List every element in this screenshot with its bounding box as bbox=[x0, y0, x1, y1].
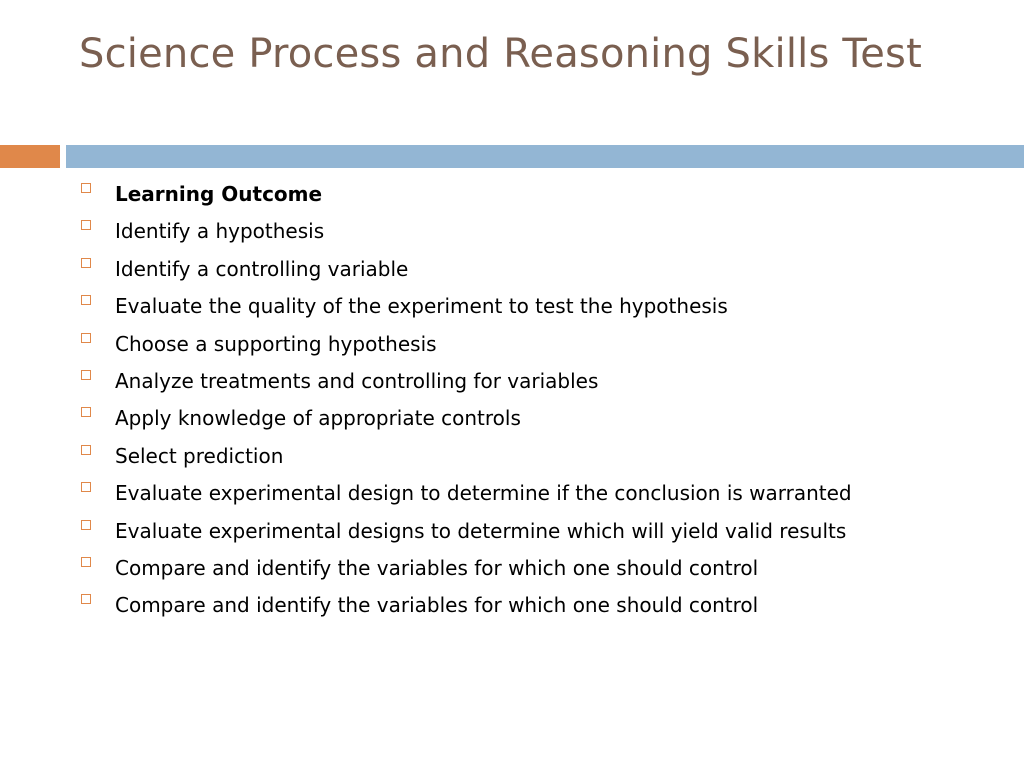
bullet-item bbox=[0, 213, 1000, 250]
square-outline-bullet-icon bbox=[81, 594, 91, 604]
bullet-item bbox=[0, 251, 1000, 288]
square-outline-bullet-icon bbox=[81, 258, 91, 268]
bullet-text: Evaluate the quality of the experiment to test the hypothesis bbox=[115, 294, 728, 319]
learning-outcomes-list bbox=[0, 176, 1000, 625]
square-outline-bullet-icon bbox=[81, 407, 91, 417]
bullet-item bbox=[0, 326, 1000, 363]
bullet-item bbox=[0, 587, 1000, 624]
bullet-text: Identify a hypothesis bbox=[115, 219, 325, 244]
bullet-text: Select prediction bbox=[115, 443, 284, 468]
square-outline-bullet-icon bbox=[81, 445, 91, 455]
bullet-item bbox=[0, 513, 1000, 550]
bullet-text: Learning Outcome bbox=[115, 182, 323, 206]
bullet-item-learning-outcome bbox=[0, 176, 1000, 213]
bullet-text: Apply knowledge of appropriate controls bbox=[115, 406, 521, 431]
bullet-text: Evaluate experimental design to determine if the conclusion is warranted bbox=[115, 481, 852, 506]
title-accent-bar-orange bbox=[0, 145, 60, 168]
square-outline-bullet-icon bbox=[81, 295, 91, 305]
bullet-text: Compare and identify the variables for which one should control bbox=[115, 593, 759, 618]
square-outline-bullet-icon bbox=[81, 370, 91, 380]
bullet-item bbox=[0, 400, 1000, 437]
bullet-item bbox=[0, 475, 1000, 512]
bullet-text: Analyze treatments and controlling for variables bbox=[115, 368, 599, 393]
title-accent-bar-blue bbox=[66, 145, 1024, 168]
bullet-text: Compare and identify the variables for which one should control bbox=[115, 555, 759, 580]
slide-title: Science Process and Reasoning Skills Test bbox=[79, 31, 922, 77]
square-outline-bullet-icon bbox=[81, 183, 91, 193]
bullet-item bbox=[0, 363, 1000, 400]
square-outline-bullet-icon bbox=[81, 520, 91, 530]
bullet-text: Choose a supporting hypothesis bbox=[115, 331, 437, 356]
square-outline-bullet-icon bbox=[81, 482, 91, 492]
bullet-text: Evaluate experimental designs to determine which will yield valid results bbox=[115, 518, 847, 543]
square-outline-bullet-icon bbox=[81, 557, 91, 567]
square-outline-bullet-icon bbox=[81, 333, 91, 343]
square-outline-bullet-icon bbox=[81, 220, 91, 230]
bullet-text: Identify a controlling variable bbox=[115, 256, 409, 281]
bullet-item bbox=[0, 288, 1000, 325]
bullet-item bbox=[0, 550, 1000, 587]
bullet-item bbox=[0, 438, 1000, 475]
